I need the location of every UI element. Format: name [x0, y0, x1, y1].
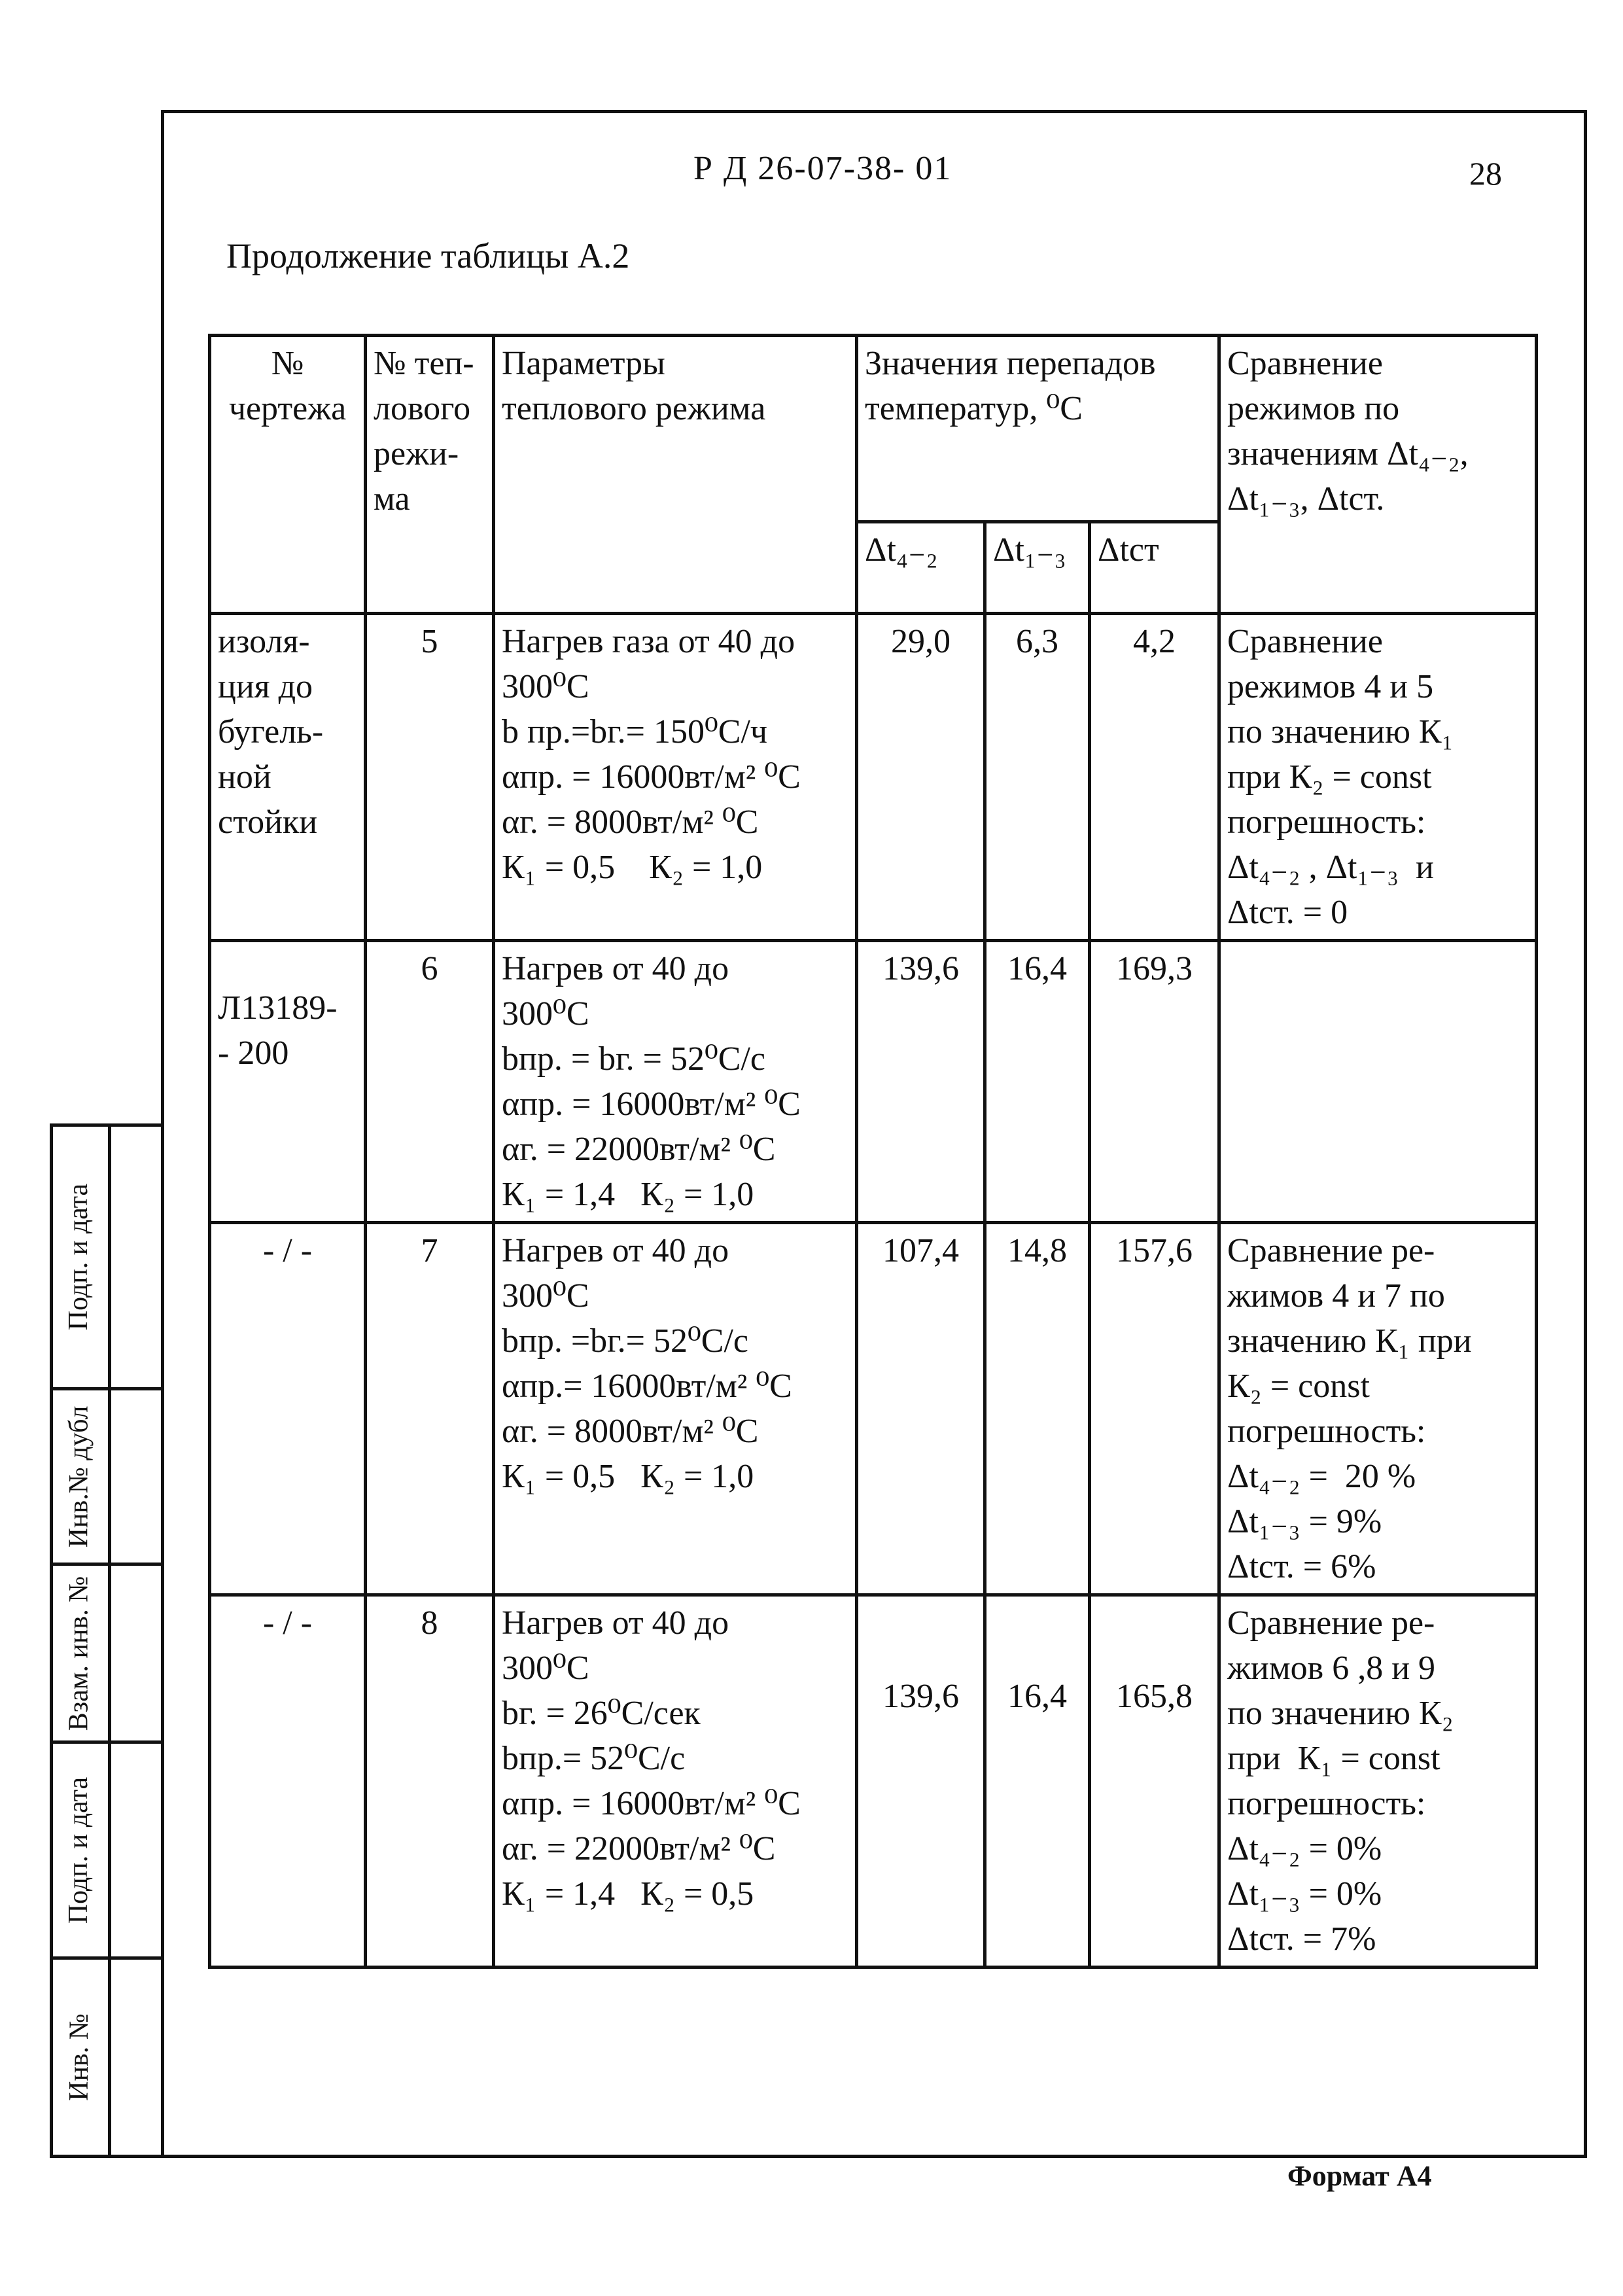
cell-drawing: изоля- ция до бугель- ной стойки — [210, 614, 366, 941]
document-code: Р Д 26-07-38- 01 — [693, 150, 952, 187]
cell-dt13: 14,8 — [985, 1223, 1090, 1595]
paper-format-label: Формат А4 — [1287, 2160, 1432, 2192]
stamp-sign-date-label: Подп. и дата — [63, 1183, 94, 1331]
cell-comparison: Сравнение ре- жимов 4 и 7 по значению К₁ при К₂ = const погрешность: Δt₄₋₂ = 20 % Δt₁₋₃ = 9% Δtст. = 6% — [1219, 1223, 1537, 1595]
cell-params: Нагрев от 40 до 300⁰С bпр. = bг. = 52⁰С/с αпр. = 16000вт/м² ⁰С αг. = 22000вт/м² ⁰С К₁ = 1,4 К₂ = 1,0 — [494, 941, 857, 1223]
table-header-row — [210, 336, 1537, 522]
cell-drawing: - / - — [210, 1223, 366, 1595]
table-row — [210, 941, 1537, 1223]
header-dtst: Δtст — [1090, 522, 1219, 614]
cell-dt42: 29,0 — [857, 614, 985, 941]
table-row — [210, 614, 1537, 941]
cell-drawing: Л13189- - 200 — [210, 941, 366, 1223]
header-dt42: Δt₄₋₂ — [857, 522, 985, 614]
cell-params: Нагрев газа от 40 до 300⁰С b пр.=bг.= 150⁰С/ч αпр. = 16000вт/м² ⁰С αг. = 8000вт/м² ⁰С К₁ = 0,5 К₂ = 1,0 — [494, 614, 857, 941]
cell-dt42: 139,6 — [857, 1595, 985, 1968]
cell-dt13: 16,4 — [985, 1595, 1090, 1968]
cell-mode: 7 — [366, 1223, 494, 1595]
header-dt13: Δt₁₋₃ — [985, 522, 1090, 614]
stamp-inv-no-label: Инв. № — [63, 2013, 94, 2101]
table-row — [210, 1595, 1537, 1968]
table-row — [210, 1223, 1537, 1595]
header-temperature-values: Значения перепадов температур, ⁰С — [857, 336, 1219, 522]
cell-comparison: Сравнение режимов 4 и 5 по значению К₁ при К₂ = const погрешность: Δt₄₋₂ , Δt₁₋₃ и Δtст. = 0 — [1219, 614, 1537, 941]
stamp-replace-inv-label: Взам. инв. № — [63, 1576, 94, 1731]
data-table — [208, 334, 1538, 1969]
cell-mode: 8 — [366, 1595, 494, 1968]
cell-params: Нагрев от 40 до 300⁰С bг. = 26⁰С/сек bпр.= 52⁰С/с αпр. = 16000вт/м² ⁰С αг. = 22000вт/м² ⁰С К₁ = 1,4 К₂ = 0,5 — [494, 1595, 857, 1968]
cell-dt42: 107,4 — [857, 1223, 985, 1595]
cell-dt13: 6,3 — [985, 614, 1090, 941]
cell-dtst: 169,3 — [1090, 941, 1219, 1223]
cell-comparison — [1219, 941, 1537, 1223]
cell-comparison: Сравнение ре- жимов 6 ,8 и 9 по значению К₂ при К₁ = const погрешность: Δt₄₋₂ = 0% Δt₁₋₃ = 0% Δtст. = 7% — [1219, 1595, 1537, 1968]
cell-dtst: 165,8 — [1090, 1595, 1219, 1968]
stamp-sign-date-label: Подп. и дата — [63, 1776, 94, 1924]
cell-drawing: - / - — [210, 1595, 366, 1968]
cell-dt13: 16,4 — [985, 941, 1090, 1223]
table-title: Продолжение таблицы А.2 — [226, 236, 630, 275]
cell-dt42: 139,6 — [857, 941, 985, 1223]
cell-params: Нагрев от 40 до 300⁰С bпр. =bг.= 52⁰С/с αпр.= 16000вт/м² ⁰С αг. = 8000вт/м² ⁰С К₁ = 0,5 К₂ = 1,0 — [494, 1223, 857, 1595]
cell-mode: 5 — [366, 614, 494, 941]
page-number: 28 — [1469, 155, 1502, 192]
cell-dtst: 157,6 — [1090, 1223, 1219, 1595]
header-mode-no: № теп- лового режи- ма — [366, 336, 494, 614]
stamp-dup-inv-label: Инв.№ дубл — [63, 1405, 94, 1547]
header-comparison: Сравнение режимов по значениям Δt₄₋₂, Δt₁₋₃, Δtст. — [1219, 336, 1537, 614]
header-params: Параметры теплового режима — [494, 336, 857, 614]
cell-mode: 6 — [366, 941, 494, 1223]
cell-dtst: 4,2 — [1090, 614, 1219, 941]
stamp-divider — [108, 1123, 111, 2158]
header-drawing-no: № чертежа — [210, 336, 366, 614]
